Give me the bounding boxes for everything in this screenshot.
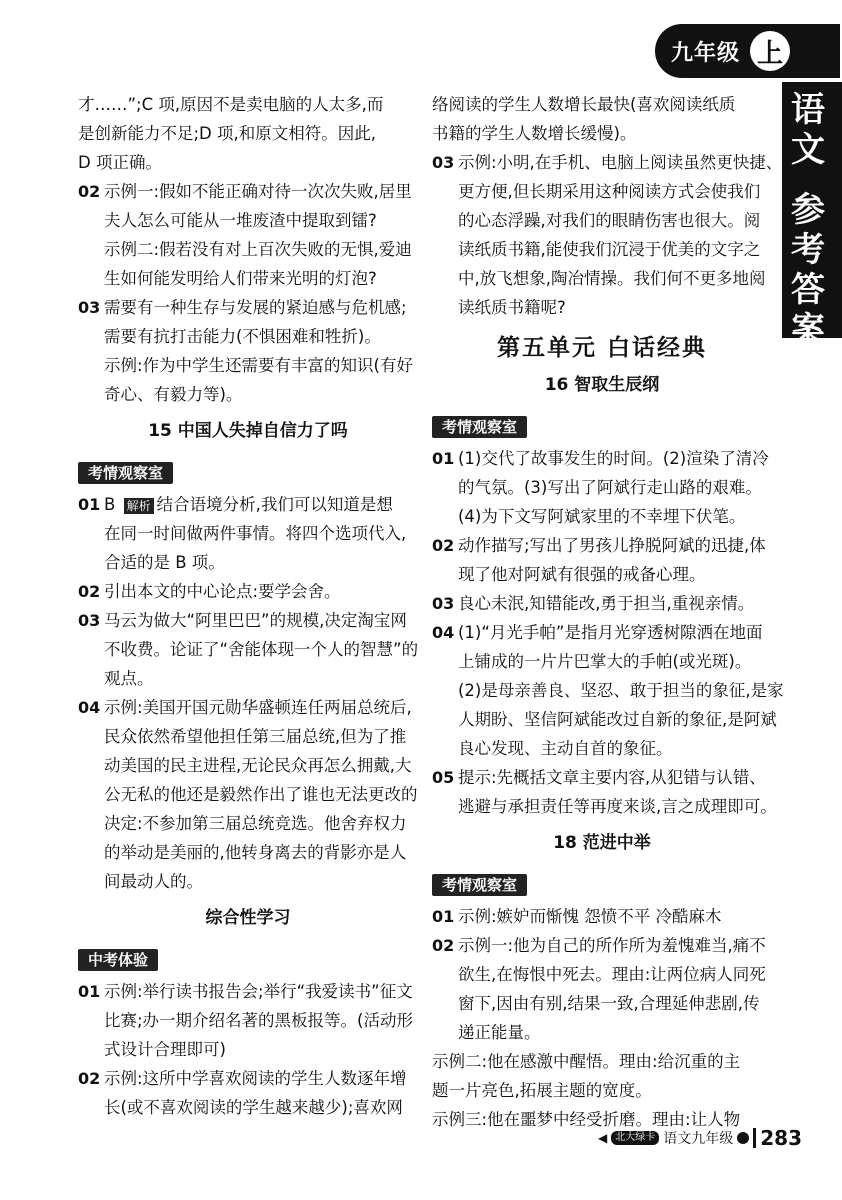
item-number: 04	[432, 623, 455, 642]
answer-item: 01 示例:举行读书报告会;举行“我爱读书”征文 比赛;办一期介绍名著的黑板报等。(活动形 式设计合理即可)	[78, 977, 418, 1064]
side-char: 答	[791, 270, 825, 310]
answer-item: 03 示例:小明,在手机、电脑上阅读虽然更快捷、 更方便,但长期采用这种阅读方式会使我们 的心态浮躁,对我们的眼睛伤害也很大。阅 读纸质书籍,能使我们沉浸于优美的文字之 中,放飞想象,陶冶情操。我们何不更多地阅 读纸质书籍呢?	[432, 148, 772, 322]
page-number: 283	[753, 1128, 802, 1148]
side-vertical-title	[786, 90, 830, 350]
answer-item: 04 (1)“月光手帕”是指月光穿透树隙洒在地面 上铺成的一片片巴掌大的手帕(或光斑)。 (2)是母亲善良、坚忍、敢于担当的象征,是家 人期盼、坚信阿斌能改过自新的象征,是阿斌 良心发现、主动自首的象征。	[432, 618, 772, 763]
analysis-tag: 解析	[124, 498, 154, 514]
item-number: 03	[78, 298, 101, 317]
left-arrow-icon: ◀	[598, 1131, 608, 1145]
item-number: 01	[432, 449, 455, 468]
publisher-badge: 北大绿卡	[611, 1131, 659, 1145]
answer-continued: 络阅读的学生人数增长最快(喜欢阅读纸质 书籍的学生人数增长缓慢)。	[432, 95, 736, 143]
right-column	[432, 90, 784, 1134]
item-number: 02	[432, 536, 455, 555]
item-number: 03	[432, 594, 455, 613]
side-char: 语	[791, 90, 825, 130]
answer-continued: 才……”;C 项,原因不是卖电脑的人太多,而 是创新能力不足;D 项,和原文相符。因此, D 项正确。	[78, 95, 384, 172]
item-number: 03	[432, 153, 455, 172]
answer-item: 04 示例:美国开国元勋华盛顿连任两届总统后, 民众依然希望他担任第三届总统,但为了推 动美国的民主进程,无论民众再怎么拥戴,大 公无私的他还是毅然作出了谁也无法更改的 决定:不参加第三届总统竞选。他舍弃权力 的举动是美丽的,他转身离去的背影亦是人 间最动人的。	[78, 693, 418, 896]
lesson-title: 15 中国人失掉自信力了吗	[148, 421, 348, 441]
answer-item: 02 引出本文的中心论点:要学会舍。	[78, 577, 418, 606]
item-number: 02	[78, 1069, 101, 1088]
section-title: 综合性学习	[205, 908, 291, 928]
answer-item: 02 动作描写;写出了男孩儿挣脱阿斌的迅捷,体 现了他对阿斌有很强的戒备心理。	[432, 531, 772, 589]
section-label: 中考体验	[78, 949, 158, 971]
side-char: 参	[791, 190, 825, 230]
side-char: 案	[791, 310, 825, 350]
answer-continued: 示例二:他在感激中醒悟。理由:给沉重的主 题一片亮色,拓展主题的宽度。 示例三:他在噩梦中经受折磨。理由:让人物	[432, 1052, 741, 1129]
grade-label: 九年级	[671, 40, 741, 66]
answer-item: 02 示例:这所中学喜欢阅读的学生人数逐年增 长(或不喜欢阅读的学生越来越少);喜欢网	[78, 1064, 418, 1122]
dot-icon	[737, 1132, 749, 1144]
answer-item: 01 (1)交代了故事发生的时间。(2)渲染了清冷 的气氛。(3)写出了阿斌行走山路的艰难。 (4)为下文写阿斌家里的不幸埋下伏笔。	[432, 444, 772, 531]
unit-title: 第五单元 白话经典	[496, 335, 707, 361]
lesson-title: 18 范进中举	[553, 833, 651, 853]
answer-item: 01 示例:嫉妒而惭愧 怨愤不平 冷酷麻木	[432, 902, 772, 931]
book-name: 语文九年级	[663, 1131, 734, 1147]
item-number: 02	[78, 582, 101, 601]
item-number: 05	[432, 768, 455, 787]
item-number: 01	[78, 495, 101, 514]
section-label: 考情观察室	[432, 874, 527, 896]
side-char: 考	[791, 230, 825, 270]
section-label: 考情观察室	[432, 416, 527, 438]
side-char: 文	[791, 130, 825, 170]
item-number: 03	[78, 611, 101, 630]
lesson-title: 16 智取生辰纲	[544, 375, 660, 395]
answer-item: 02 示例一:假如不能正确对待一次次失败,居里 夫人怎么可能从一堆废渣中提取到镭? 示例二:假若没有对上百次失败的无惧,爱迪 生如何能发明给人们带来光明的灯泡?	[78, 177, 418, 293]
item-number: 02	[432, 936, 455, 955]
section-label: 考情观察室	[78, 462, 173, 484]
answer-item: 03 良心未泯,知错能改,勇于担当,重视亲情。	[432, 589, 772, 618]
item-number: 04	[78, 698, 101, 717]
answer-item: 05 提示:先概括文章主要内容,从犯错与认错、 逃避与承担责任等再度来谈,言之成理即可。	[432, 763, 772, 821]
item-number: 01	[78, 982, 101, 1001]
answer-item: 03 马云为做大“阿里巴巴”的规模,决定淘宝网 不收费。论证了“舍能体现一个人的智慧”的 观点。	[78, 606, 418, 693]
grade-tab	[655, 24, 840, 78]
left-column	[78, 90, 418, 1122]
item-number: 01	[432, 907, 455, 926]
answer-item: 02 示例一:他为自己的所作所为羞愧难当,痛不 欲生,在悔恨中死去。理由:让两位病人同死 窗下,因由有别,结果一致,合理延伸悲剧,传 递正能量。	[432, 931, 772, 1047]
answer-item: 01 B 解析 结合语境分析,我们可以知道是想 在同一时间做两件事情。将四个选项代入, 合适的是 B 项。	[78, 490, 418, 577]
term-badge: 上	[750, 31, 790, 71]
item-number: 02	[78, 182, 101, 201]
answer-item: 03 需要有一种生存与发展的紧迫感与危机感; 需要有抗打击能力(不惧困难和牲折)。 示例:作为中学生还需要有丰富的知识(有好 奇心、有毅力等)。	[78, 293, 418, 409]
page-footer	[598, 1128, 802, 1148]
